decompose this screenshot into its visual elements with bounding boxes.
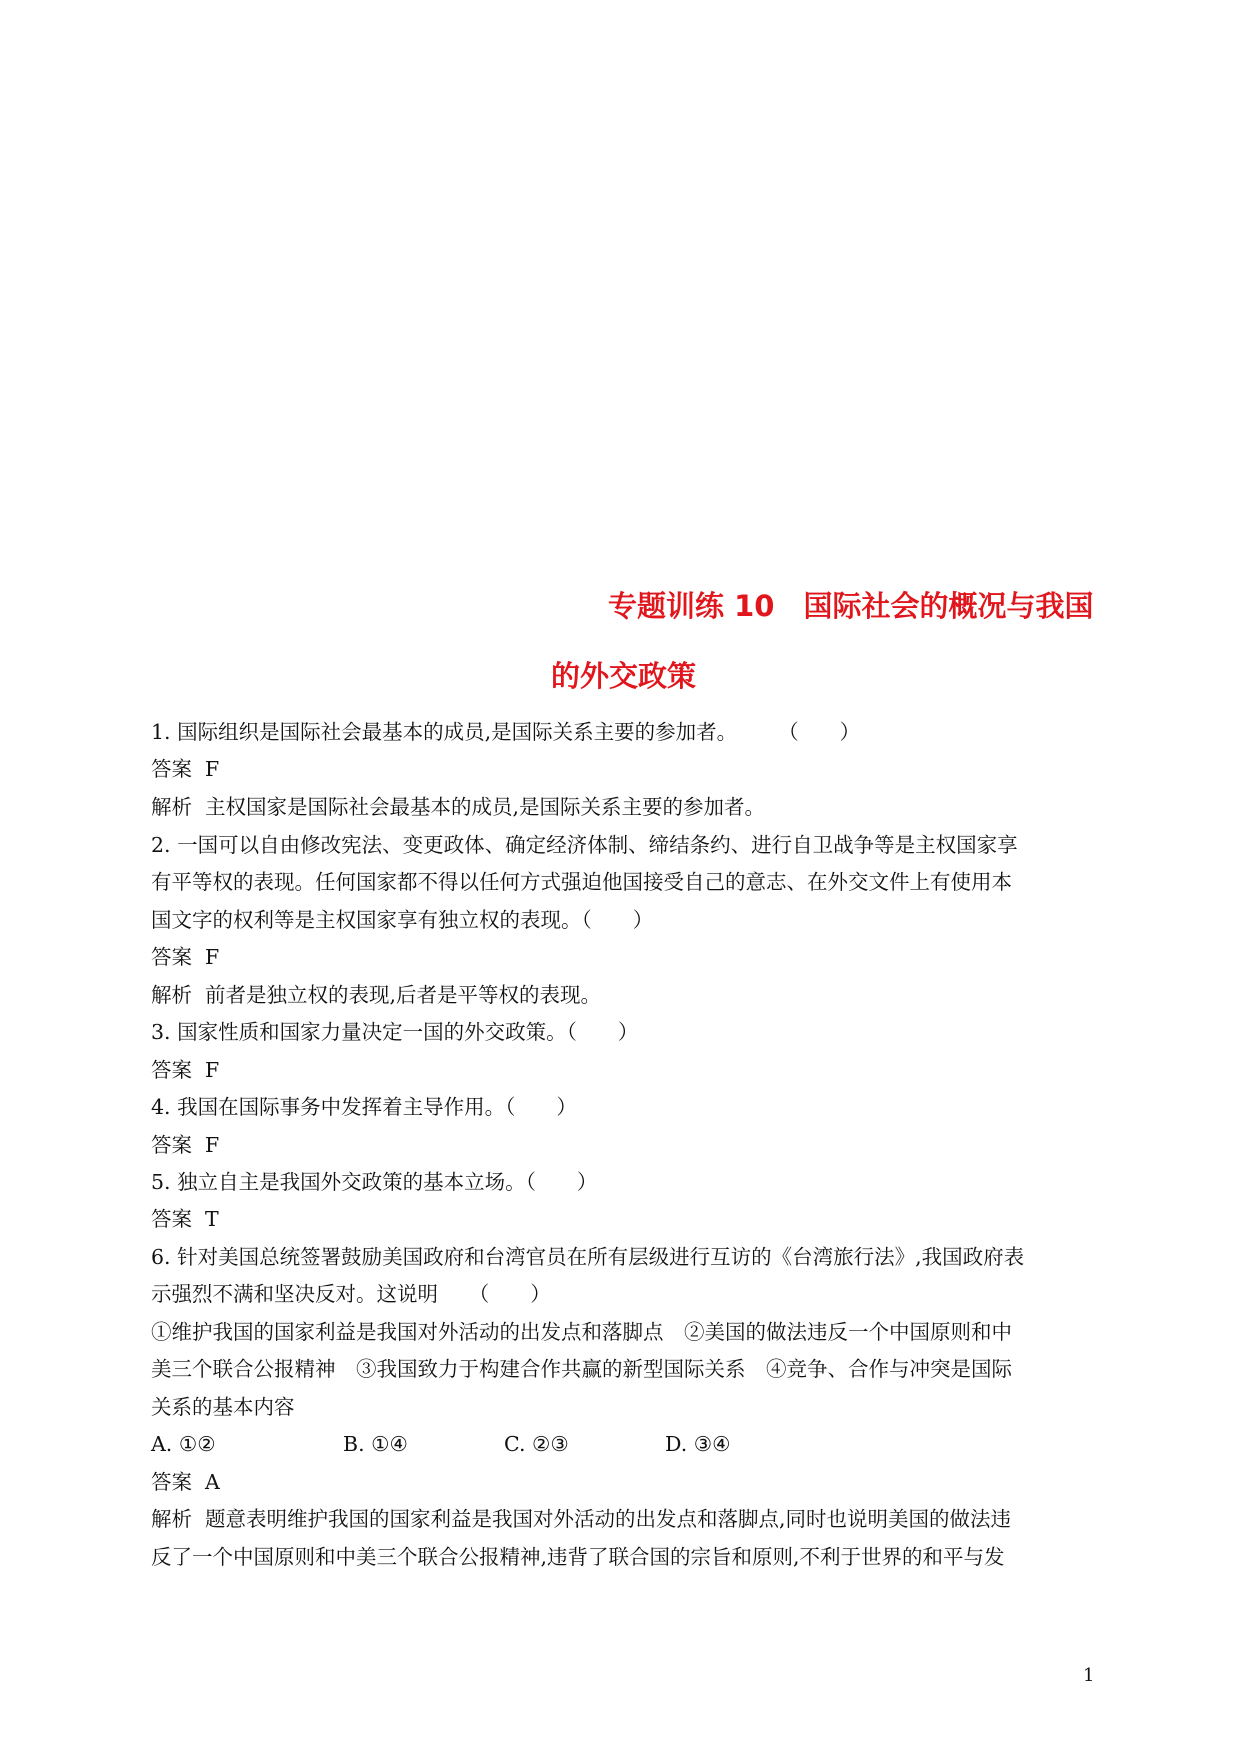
option-a: A. ①②: [151, 1432, 216, 1456]
option-b: B. ①④: [343, 1432, 408, 1456]
question-6-statements-line-2: 美三个联合公报精神 ③我国致力于构建合作共赢的新型国际关系 ④竞争、合作与冲突是国际: [151, 1357, 1012, 1381]
page-number: 1: [1083, 1665, 1095, 1686]
answer-6: 答案 A: [151, 1470, 220, 1494]
question-6-line-1: 6. 针对美国总统签署鼓励美国政府和台湾官员在所有层级进行互访的《台湾旅行法》,我国政府表: [151, 1245, 1025, 1269]
answer-3: 答案 F: [151, 1058, 220, 1082]
answer-1: 答案 F: [151, 757, 220, 781]
explanation-6-line-2: 反了一个中国原则和中美三个联合公报精神,违背了联合国的宗旨和原则,不利于世界的和平与发: [151, 1545, 1005, 1569]
option-c: C. ②③: [504, 1432, 569, 1456]
option-d: D. ③④: [665, 1432, 731, 1456]
answer-2: 答案 F: [151, 945, 220, 969]
answer-5: 答案 T: [151, 1207, 219, 1231]
answer-4: 答案 F: [151, 1133, 220, 1157]
question-3: 3. 国家性质和国家力量决定一国的外交政策。（ ）: [151, 1020, 639, 1044]
question-6-line-2: 示强烈不满和坚决反对。这说明 （ ）: [151, 1282, 551, 1306]
question-6-statements-line-3: 关系的基本内容: [151, 1395, 295, 1419]
question-1: 1. 国际组织是国际社会最基本的成员,是国际关系主要的参加者。 （ ）: [151, 720, 861, 744]
question-5: 5. 独立自主是我国外交政策的基本立场。（ ）: [151, 1170, 598, 1194]
explanation-2: 解析 前者是独立权的表现,后者是平等权的表现。: [151, 983, 602, 1007]
document-title-line-1: 专题训练 10 国际社会的概况与我国: [608, 589, 1094, 623]
explanation-1: 解析 主权国家是国际社会最基本的成员,是国际关系主要的参加者。: [151, 795, 766, 819]
question-4: 4. 我国在国际事务中发挥着主导作用。（ ）: [151, 1095, 577, 1119]
question-2-line-3: 国文字的权利等是主权国家享有独立权的表现。（ ）: [151, 908, 654, 932]
question-2-line-2: 有平等权的表现。任何国家都不得以任何方式强迫他国接受自己的意志、在外交文件上有使用本: [151, 870, 1012, 894]
document-title-line-2: 的外交政策: [551, 659, 697, 693]
question-2-line-1: 2. 一国可以自由修改宪法、变更政体、确定经济体制、缔结条约、进行自卫战争等是主权国家享: [151, 833, 1018, 857]
question-6-statements-line-1: ①维护我国的国家利益是我国对外活动的出发点和落脚点 ②美国的做法违反一个中国原则和中: [151, 1320, 1012, 1344]
explanation-6-line-1: 解析 题意表明维护我国的国家利益是我国对外活动的出发点和落脚点,同时也说明美国的做法违: [151, 1507, 1012, 1531]
